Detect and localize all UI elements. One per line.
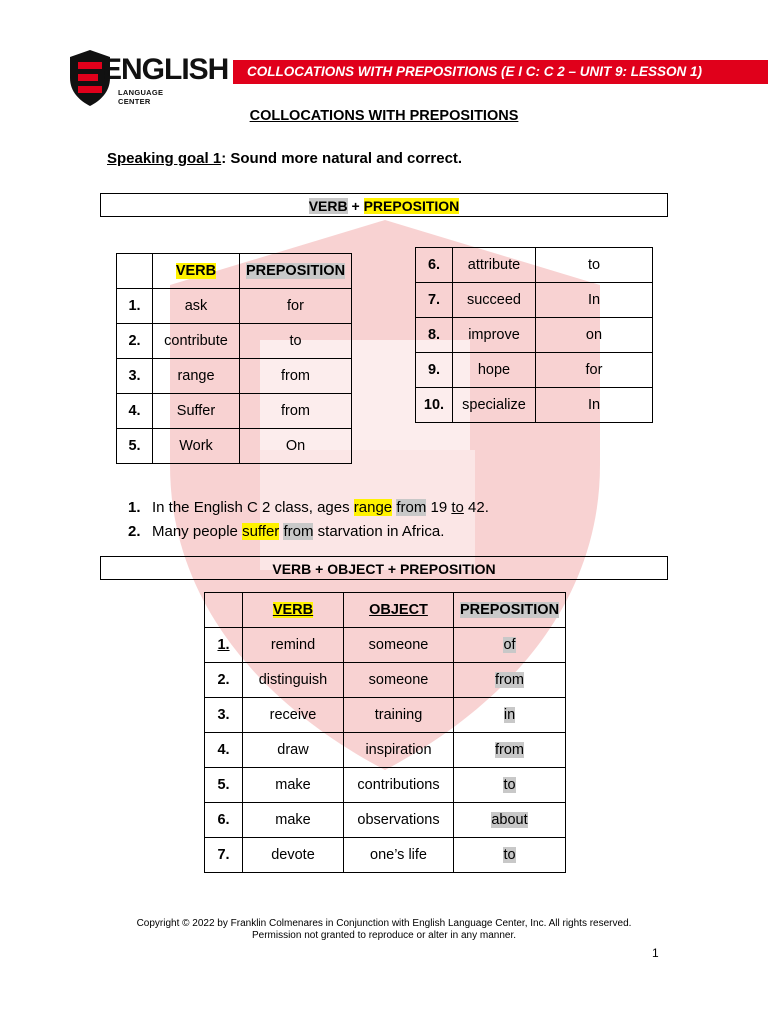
verb-cell: devote (243, 838, 344, 873)
logo-word: ENGLISH (102, 53, 229, 86)
table-row (205, 628, 566, 663)
example-text: Many people (152, 523, 243, 540)
table-row (117, 394, 352, 429)
section-verb-preposition (100, 193, 668, 217)
preposition-value: about (491, 812, 528, 828)
verb-cell: distinguish (243, 663, 344, 698)
example-preposition: from (396, 499, 427, 516)
preposition-cell (454, 838, 566, 873)
section1-verb: VERB (308, 198, 348, 214)
row-number: 6. (205, 803, 243, 838)
table-row (117, 429, 352, 464)
table-header-cell (240, 254, 352, 289)
table-row (117, 359, 352, 394)
header-preposition: PREPOSITION (245, 263, 346, 279)
page-number: 1 (652, 946, 659, 960)
example-number: 1. (128, 499, 141, 516)
verb-cell: draw (243, 733, 344, 768)
verb-cell: make (243, 803, 344, 838)
copyright-notice (0, 918, 768, 942)
table-row (117, 324, 352, 359)
object-cell: inspiration (344, 733, 454, 768)
page-title: COLLOCATIONS WITH PREPOSITIONS (249, 108, 519, 124)
table-row (205, 768, 566, 803)
verb-object-preposition-table (204, 592, 566, 873)
object-cell: someone (344, 663, 454, 698)
speaking-goal-text: : Sound more natural and correct. (221, 150, 463, 167)
speaking-goal-label: Speaking goal 1 (107, 150, 222, 167)
row-number: 4. (117, 394, 153, 429)
header-verb: VERB (175, 263, 217, 279)
copyright-line: Permission not granted to reproduce or alter in any manner. (251, 930, 517, 941)
copyright-line: Copyright © 2022 by Franklin Colmenares in Conjunction with English Language Center, Inc. All rights reserved. (136, 918, 632, 929)
row-number: 5. (117, 429, 153, 464)
section1-preposition: PREPOSITION (363, 198, 460, 214)
preposition-value: of (503, 637, 516, 653)
example-verb: suffer (242, 523, 280, 540)
example-text: starvation in Africa. (313, 523, 445, 540)
example-text: 42. (463, 499, 489, 516)
section-verb-object-preposition: VERB + OBJECT + PREPOSITION (100, 556, 668, 580)
table-header-row (205, 593, 566, 628)
logo-subtitle: LANGUAGE CENTER (118, 88, 164, 106)
verb-cell: contribute (153, 324, 240, 359)
table-row (416, 283, 653, 318)
verb-preposition-table-2 (415, 247, 653, 423)
row-number: 2. (205, 663, 243, 698)
verb-cell: remind (243, 628, 344, 663)
english-language-center-logo (68, 48, 229, 108)
table-cell (117, 254, 153, 289)
row-number: 1. (117, 289, 153, 324)
row-number: 10. (416, 388, 453, 423)
row-number: 8. (416, 318, 453, 353)
section1-plus: + (347, 198, 364, 214)
preposition-cell: On (240, 429, 352, 464)
table-header-cell (344, 593, 454, 628)
table-row (416, 248, 653, 283)
verb-preposition-table-1 (116, 253, 352, 464)
table-row (205, 803, 566, 838)
verb-cell: succeed (453, 283, 536, 318)
table-row (117, 289, 352, 324)
preposition-value: in (503, 707, 516, 723)
preposition-cell (454, 663, 566, 698)
table-row (416, 353, 653, 388)
example-text: 19 (426, 499, 452, 516)
preposition-value: from (495, 672, 524, 688)
header-preposition: PREPOSITION (459, 602, 560, 618)
banner-title: COLLOCATIONS WITH PREPOSITIONS (E I C: C 2 – UNIT 9: LESSON 1) (247, 64, 703, 79)
object-cell: someone (344, 628, 454, 663)
preposition-value: from (495, 742, 524, 758)
verb-cell: hope (453, 353, 536, 388)
preposition-cell (454, 628, 566, 663)
preposition-cell (454, 733, 566, 768)
header-object: OBJECT (369, 602, 428, 618)
table-row (205, 838, 566, 873)
header-verb: VERB (272, 602, 314, 618)
table-row (205, 733, 566, 768)
row-number: 4. (205, 733, 243, 768)
preposition-cell: from (240, 359, 352, 394)
example-verb: range (353, 499, 393, 516)
preposition-cell: on (536, 318, 653, 353)
verb-cell: Work (153, 429, 240, 464)
table-row (416, 318, 653, 353)
table-row (205, 663, 566, 698)
preposition-cell: to (536, 248, 653, 283)
example-sentence-1 (128, 499, 489, 516)
row-number: 1. (205, 628, 243, 663)
row-number: 7. (205, 838, 243, 873)
object-cell: training (344, 698, 454, 733)
speaking-goal (107, 150, 462, 167)
table-header-cell (454, 593, 566, 628)
example-number: 2. (128, 523, 141, 540)
row-number: 3. (205, 698, 243, 733)
verb-cell: improve (453, 318, 536, 353)
object-cell: contributions (344, 768, 454, 803)
table-row (205, 698, 566, 733)
preposition-cell (454, 768, 566, 803)
table-header-row (117, 254, 352, 289)
preposition-value: to (503, 847, 516, 863)
row-number: 6. (416, 248, 453, 283)
preposition-cell (454, 698, 566, 733)
table-header-cell (243, 593, 344, 628)
object-cell: one’s life (344, 838, 454, 873)
table-header-cell (153, 254, 240, 289)
example-preposition: from (283, 523, 314, 540)
table-row (416, 388, 653, 423)
verb-cell: attribute (453, 248, 536, 283)
verb-cell: range (153, 359, 240, 394)
preposition-cell: to (240, 324, 352, 359)
row-number: 9. (416, 353, 453, 388)
preposition-cell: from (240, 394, 352, 429)
preposition-cell (454, 803, 566, 838)
row-number: 3. (117, 359, 153, 394)
row-number: 5. (205, 768, 243, 803)
example-sentence-2 (128, 523, 444, 540)
verb-cell: receive (243, 698, 344, 733)
preposition-cell: In (536, 388, 653, 423)
verb-cell: specialize (453, 388, 536, 423)
preposition-cell: In (536, 283, 653, 318)
example-text: In the English C 2 class, ages (152, 499, 354, 516)
verb-cell: make (243, 768, 344, 803)
object-cell: observations (344, 803, 454, 838)
example-to: to (451, 499, 464, 516)
row-number: 7. (416, 283, 453, 318)
verb-cell: Suffer (153, 394, 240, 429)
preposition-cell: for (536, 353, 653, 388)
preposition-cell: for (240, 289, 352, 324)
row-number: 2. (117, 324, 153, 359)
header-banner (233, 60, 768, 84)
preposition-value: to (503, 777, 516, 793)
table-cell (205, 593, 243, 628)
verb-cell: ask (153, 289, 240, 324)
